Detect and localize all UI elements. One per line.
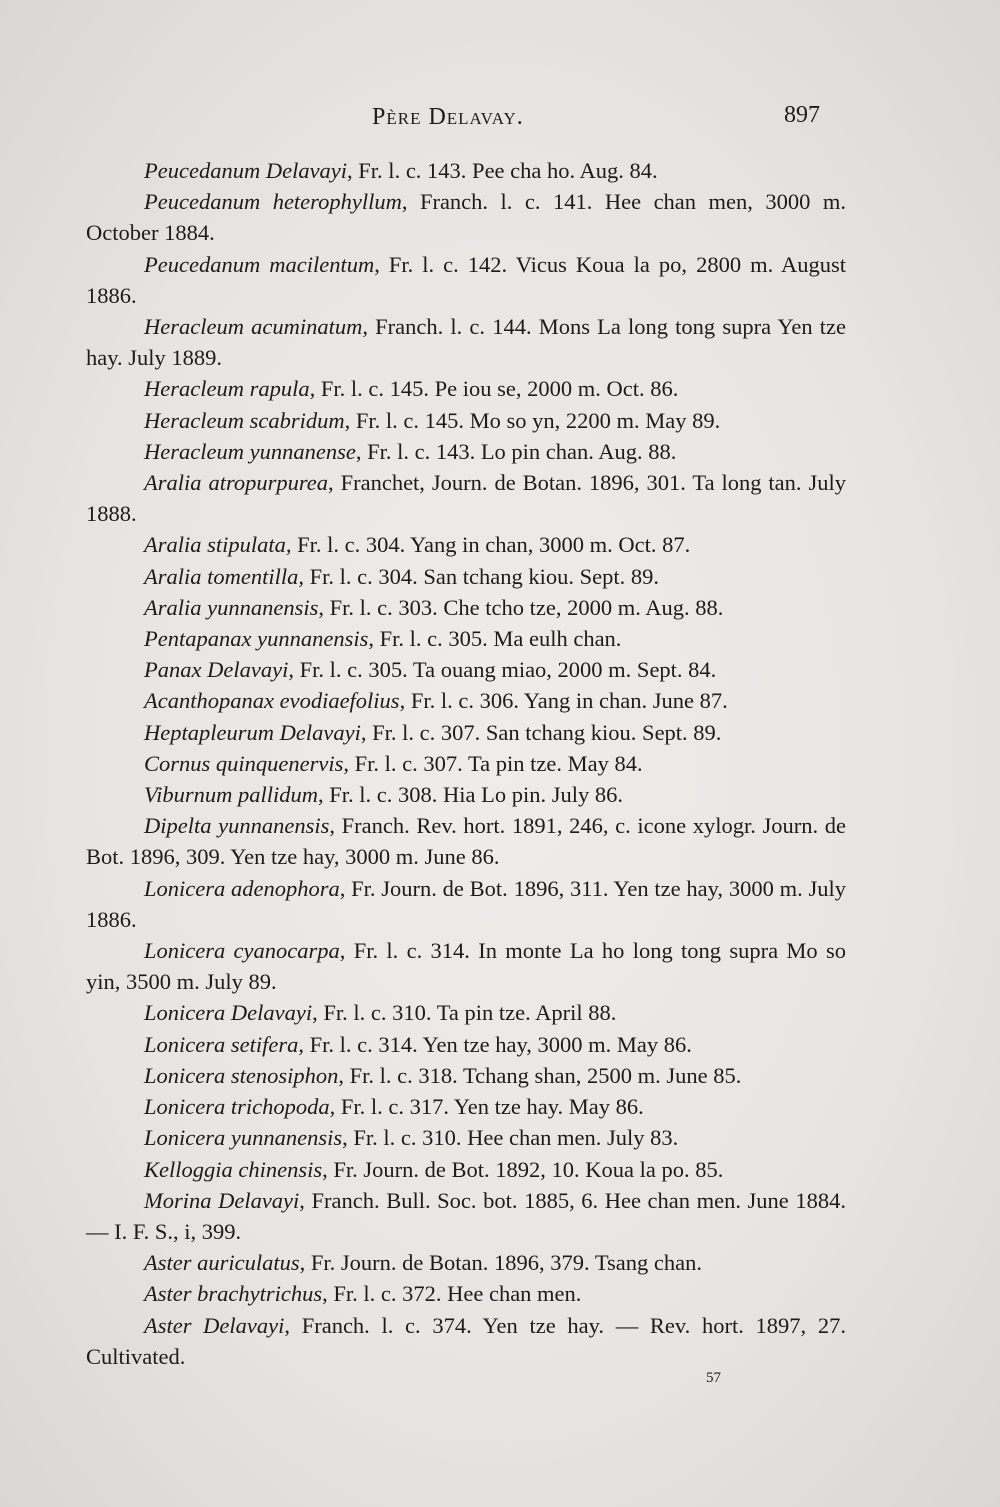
page-number: 897: [784, 102, 820, 128]
species-details: , Fr. l. c. 314. Yen tze hay, 3000 m. May 86.: [298, 1031, 692, 1057]
species-details: , Franch. Bull. Soc. bot. 1885, 6. Hee chan men. June 1884. — I. F. S., i, 399.: [86, 1187, 846, 1244]
species-details: , Fr. Journ. de Bot. 1896, 311. Yen tze hay, 3000 m. July 1886.: [86, 875, 846, 932]
species-name: Aralia tomentilla,: [144, 563, 304, 589]
species-entry: [86, 529, 846, 560]
species-details: , Fr. l. c. 372. Hee chan men.: [322, 1281, 582, 1307]
species-entry: [86, 623, 846, 654]
species-entry: [86, 373, 846, 404]
species-name: Lonicera adenophora: [144, 875, 340, 901]
species-name: Kelloggia chinensis: [144, 1156, 323, 1182]
species-name: Cornus quinquenervis: [144, 750, 344, 776]
species-entry: [86, 810, 846, 872]
species-details: Fr. l. c. 145. Pe iou se, 2000 m. Oct. 86.: [315, 376, 679, 402]
species-entry: [86, 1060, 846, 1091]
running-head: Père Delavay.: [372, 104, 524, 130]
species-entry: [86, 249, 846, 311]
species-name: Morina Delavayi: [144, 1187, 300, 1213]
species-name: Aralia atropurpurea: [144, 470, 329, 496]
species-details: , Fr. l. c. 307. San tchang kiou. Sept. 89.: [360, 719, 722, 745]
species-name: Heptapleurum Delavayi: [144, 719, 361, 745]
species-details: , Fr. l. c. 143. Pee cha ho. Aug. 84.: [347, 158, 658, 183]
species-entry: [86, 467, 846, 529]
species-details: , Franchet, Journ. de Botan. 1896, 301. Ta long tan. July 1888.: [86, 470, 846, 527]
species-details: , Fr. l. c. 142. Vicus Koua la po, 2800 m. August 1886.: [86, 251, 846, 308]
species-entry: [86, 1154, 846, 1185]
species-name: Aralia stipulata,: [144, 532, 292, 558]
species-entry: [86, 436, 846, 467]
species-name: Peucedanum heterophyllum: [144, 189, 402, 215]
species-details: , Fr. l. c. 305. Ta ouang miao, 2000 m. Sept. 84.: [288, 657, 717, 683]
species-details: , Fr. Journ. de Botan. 1896, 379. Tsang chan.: [299, 1250, 702, 1276]
species-details: , Fr. l. c. 310. Hee chan men. July 83.: [342, 1125, 679, 1151]
species-name: Lonicera yunnanensis: [144, 1125, 343, 1151]
species-details: , Franch. l. c. 141. Hee chan men, 3000 m. October 1884.: [86, 189, 846, 246]
species-name: Heracleum scabridum: [144, 407, 345, 433]
species-name: Viburnum pallidum: [144, 782, 318, 808]
signature-mark: 57: [706, 1370, 721, 1386]
species-details: Fr. l. c. 317. Yen tze hay. May 86.: [335, 1094, 644, 1120]
species-details: , Fr. l. c. 307. Ta pin tze. May 84.: [343, 750, 643, 776]
species-details: , Franch. l. c. 144. Mons La long tong supra Yen tze hay. July 1889.: [86, 314, 846, 371]
species-name: Peucedanum Delavayi: [144, 158, 348, 183]
species-name: Lonicera Delavayi: [144, 1000, 313, 1026]
species-name: Aralia yunnanensis: [144, 594, 319, 620]
species-entry: [86, 935, 846, 997]
species-name: Lonicera setifera: [144, 1031, 299, 1057]
species-details: , Fr. Journ. de Bot. 1892, 10. Koua la po. 85.: [322, 1156, 724, 1182]
species-name: Peucedanum macilentum: [144, 251, 375, 277]
species-details: , Fr. l. c. 314. In monte La ho long tong supra Mo so yin, 3500 m. July 89.: [86, 938, 846, 995]
species-name: Heracleum acuminatum: [144, 314, 363, 340]
species-entry: [86, 405, 846, 436]
species-details: , Fr. l. c. 318. Tchang shan, 2500 m. June 85.: [338, 1062, 742, 1088]
species-entry: [86, 1091, 846, 1122]
species-details: , Franch. Rev. hort. 1891, 246, c. icone xylogr. Journ. de Bot. 1896, 309. Yen tze hay, 3000 m. June 86.: [86, 813, 846, 870]
species-entry: [86, 1122, 846, 1153]
species-name: Aster Delavayi: [144, 1312, 285, 1338]
species-entry: [86, 311, 846, 373]
species-name: Acanthopanax evodiaefolius: [144, 688, 400, 714]
species-entry: [86, 748, 846, 779]
species-details: , Fr. l. c. 143. Lo pin chan. Aug. 88.: [355, 438, 677, 464]
species-entry: [86, 592, 846, 623]
species-entry: [86, 685, 846, 716]
page-header: [0, 98, 1000, 138]
species-name: Panax Delavayi: [144, 657, 289, 683]
species-entry: [86, 1278, 846, 1309]
species-details: Fr. l. c. 304. Yang in chan, 3000 m. Oct. 87.: [291, 532, 691, 558]
species-details: , Fr. l. c. 308. Hia Lo pin. July 86.: [317, 782, 623, 808]
species-entry: [86, 155, 846, 186]
species-details: , Franch. l. c. 374. Yen tze hay. — Rev. hort. 1897, 27. Cultivated.: [86, 1312, 846, 1369]
species-details: Fr. l. c. 304. San tchang kiou. Sept. 89.: [304, 563, 659, 589]
species-entry: [86, 717, 846, 748]
species-name: Lonicera stenosiphon: [144, 1062, 339, 1088]
species-name: Aster brachytrichus: [144, 1281, 323, 1307]
species-name: Heracleum rapula,: [144, 376, 316, 402]
species-name: Dipelta yunnanensis: [144, 813, 330, 839]
species-name: Heracleum yunnanense: [144, 438, 356, 464]
species-details: , Fr. l. c. 310. Ta pin tze. April 88.: [312, 1000, 617, 1026]
species-entry: [86, 654, 846, 685]
species-name: Lonicera trichopoda,: [144, 1094, 336, 1120]
species-entry: [86, 997, 846, 1028]
species-name: Pentapanax yunnanensis: [144, 626, 369, 652]
species-entry: [86, 873, 846, 935]
species-entry: [86, 186, 846, 248]
species-entry: [86, 1029, 846, 1060]
species-name: Lonicera cyanocarpa: [144, 938, 340, 964]
species-entry: [86, 1185, 846, 1247]
species-entry: [86, 779, 846, 810]
species-list: [86, 155, 846, 1372]
species-entry: [86, 1310, 846, 1372]
species-name: Aster auriculatus: [144, 1250, 300, 1276]
species-entry: [86, 1247, 846, 1278]
species-details: , Fr. l. c. 305. Ma eulh chan.: [368, 626, 622, 652]
species-details: , Fr. l. c. 303. Che tcho tze, 2000 m. Aug. 88.: [318, 594, 724, 620]
species-details: , Fr. l. c. 145. Mo so yn, 2200 m. May 89.: [344, 407, 721, 433]
species-entry: [86, 561, 846, 592]
species-details: , Fr. l. c. 306. Yang in chan. June 87.: [399, 688, 728, 714]
